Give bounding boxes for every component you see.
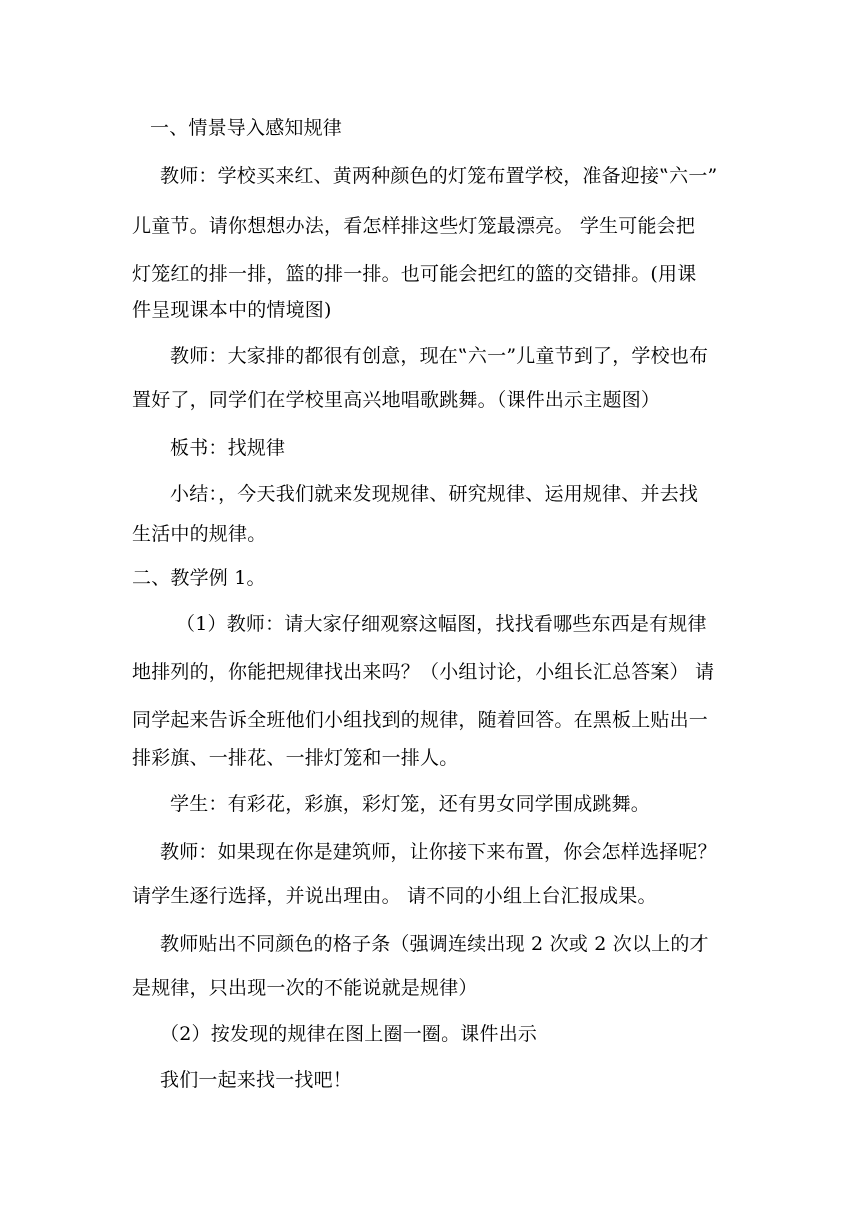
paragraph-line: 我们一起来找一找吧！ [160,1069,353,1091]
paragraph-line: 排彩旗、一排花、一排灯笼和一排人。 [132,747,459,769]
paragraph-line: 学生：有彩花，彩旗，彩灯笼，还有男女同学围成跳舞。 [170,793,651,815]
paragraph-line: 同学起来告诉全班他们小组找到的规律，随着回答。在黑板上贴出一 [132,709,709,731]
paragraph-line: 教师贴出不同颜色的格子条（强调连续出现 2 次或 2 次以上的才 [160,933,709,955]
paragraph-line: 板书：找规律 [170,437,286,459]
paragraph-line: （2）按发现的规律在图上圈一圈。课件出示 [160,1023,538,1045]
paragraph-line: （1）教师：请大家仔细观察这幅图，找找看哪些东西是有规律 [176,613,707,635]
section-heading-2: 二、教学例 1。 [132,567,266,589]
paragraph-line: 小结：，今天我们就来发现规律、研究规律、运用规律、并去找 [170,483,699,505]
paragraph-line: 置好了，同学们在学校里高兴地唱歌跳舞。（课件出示主题图） [132,389,661,411]
paragraph-line: 地排列的，你能把规律找出来吗？（小组讨论，小组长汇总答案） 请 [132,661,715,683]
paragraph-line: 请学生逐行选择，并说出理由。 请不同的小组上台汇报成果。 [132,885,657,907]
paragraph-line: 灯笼红的排一排，篮的排一排。也可能会把红的篮的交错排。(用课 [132,263,697,285]
paragraph-line: 件呈现课本中的情境图) [132,299,332,321]
paragraph-line: 教师：学校买来红、黄两种颜色的灯笼布置学校，准备迎接‟六一” [160,165,718,187]
paragraph-line: 儿童节。请你想想办法，看怎样排这些灯笼最漂亮。 学生可能会把 [132,215,696,237]
section-heading-1: 一、情景导入感知规律 [150,117,343,139]
paragraph-line: 教师：如果现在你是建筑师，让你接下来布置，你会怎样选择呢？ [160,841,717,863]
paragraph-line: 是规律，只出现一次的不能说就是规律） [132,977,478,999]
paragraph-line: 教师：大家排的都很有创意，现在‟六一”儿童节到了，学校也布 [170,345,709,367]
paragraph-line: 生活中的规律。 [132,523,267,545]
